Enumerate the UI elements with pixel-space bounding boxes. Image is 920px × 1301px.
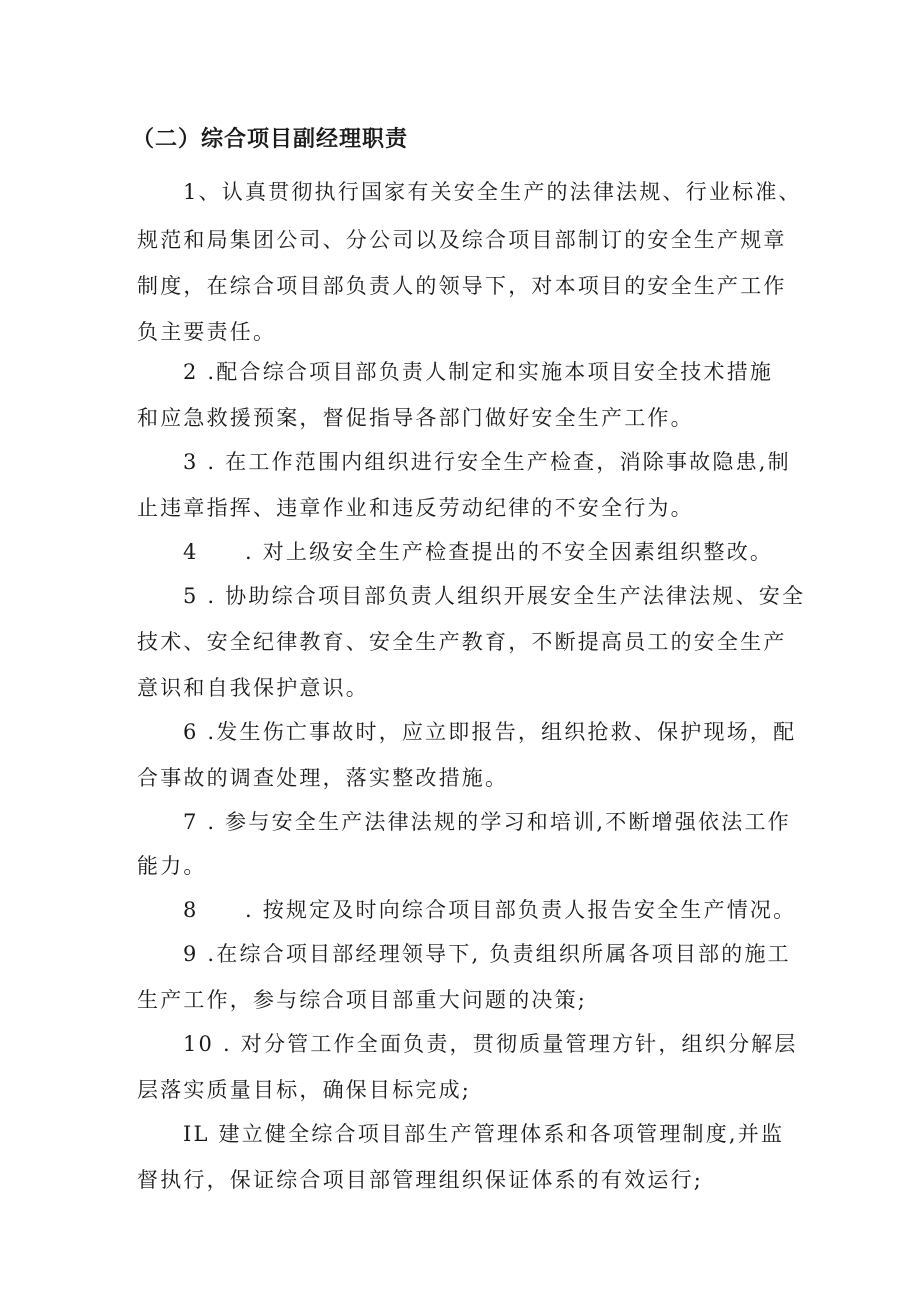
paragraph-line: 10 . 对分管工作全面负责，贯彻质量管理方针，组织分解层 (183, 1032, 798, 1056)
section-heading: （二）综合项目副经理职责 (132, 127, 409, 152)
paragraph-line: 2 .配合综合项目部负责人制定和实施本项目安全技术措施 (183, 360, 774, 384)
paragraph-line: 9 .在综合项目部经理领导下, 负责组织所属各项目部的施工 (183, 942, 791, 966)
paragraph-line: 督执行，保证综合项目部管理组织保证体系的有效运行; (137, 1168, 704, 1192)
paragraph-line: 和应急救援预案，督促指导各部门做好安全生产工作。 (137, 406, 694, 430)
paragraph-line: 技术、安全纪律教育、安全生产教育，不断提高员工的安全生产 (137, 630, 787, 654)
paragraph-line: 合事故的调查处理，落实整改措施。 (137, 766, 509, 790)
paragraph-line: IL 建立健全综合项目部生产管理体系和各项管理制度,并监 (183, 1122, 785, 1146)
paragraph-line: 3 . 在工作范围内组织进行安全生产检查，消除事故隐患,制 (183, 450, 791, 474)
paragraph-line: 规范和局集团公司、分公司以及综合项目部制订的安全生产规章 (137, 228, 787, 252)
paragraph-line: 意识和自我保护意识。 (137, 676, 369, 700)
paragraph-line: 8 . 按规定及时向综合项目部负责人报告安全生产情况。 (183, 898, 797, 922)
paragraph-line: 生产工作，参与综合项目部重大问题的决策; (137, 988, 588, 1012)
paragraph-line: 4 . 对上级安全生产检查提出的不安全因素组织整改。 (183, 540, 774, 564)
paragraph-line: 6 .发生伤亡事故时，应立即报告，组织抢救、保护现场，配 (183, 720, 797, 744)
paragraph-line: 5 . 协助综合项目部负责人组织开展安全生产法律法规、安全 (183, 584, 806, 608)
paragraph-line: 1、认真贯彻执行国家有关安全生产的法律法规、行业标准、 (183, 180, 802, 204)
paragraph-line: 层落实质量目标，确保目标完成; (137, 1078, 472, 1102)
paragraph-line: 负主要责任。 (137, 320, 277, 344)
paragraph-line: 制度，在综合项目部负责人的领导下，对本项目的安全生产工作 (137, 274, 787, 298)
paragraph-line: 止违章指挥、违章作业和违反劳动纪律的不安全行为。 (137, 496, 694, 520)
paragraph-line: 能力。 (137, 854, 207, 878)
paragraph-line: 7 . 参与安全生产法律法规的学习和培训,不断增强依法工作 (183, 810, 791, 834)
